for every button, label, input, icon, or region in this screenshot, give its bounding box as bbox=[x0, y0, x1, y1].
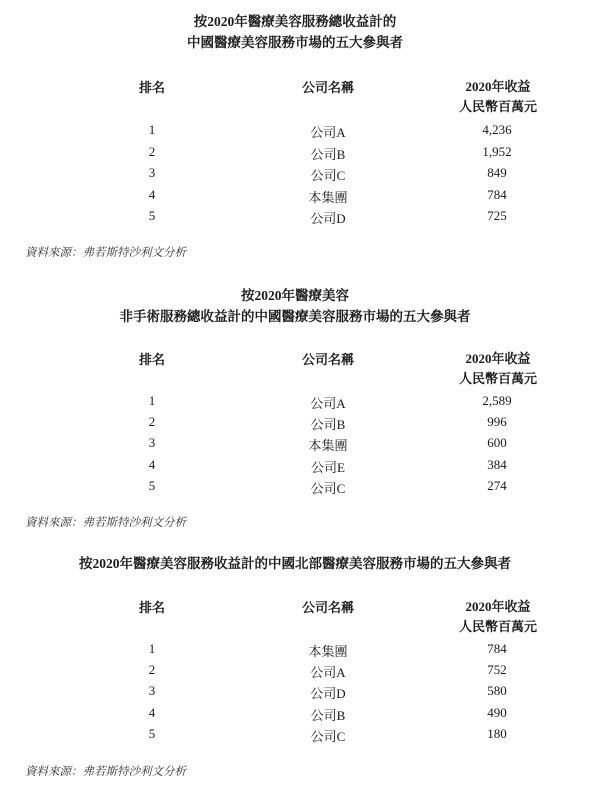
title-line: 非手術服務總收益計的中國醫療美容服務市場的五大參與者 bbox=[119, 309, 471, 324]
revenue-cell: 996 bbox=[487, 414, 507, 429]
rank-cell: 2 bbox=[148, 414, 156, 429]
header-revenue-year: 2020年收益 bbox=[465, 599, 531, 614]
source-note: 資料來源：弗若斯特沙利文分析 bbox=[25, 517, 186, 529]
revenue-cell: 4,236 bbox=[482, 122, 512, 137]
company-cell: 公司C bbox=[310, 729, 346, 744]
company-cell: 公司D bbox=[310, 686, 346, 701]
header-revenue bbox=[446, 597, 550, 637]
revenue-cell: 849 bbox=[487, 165, 507, 180]
company-cell: 本集團 bbox=[308, 190, 348, 205]
table-title bbox=[0, 285, 590, 327]
rank-cell: 4 bbox=[148, 705, 156, 720]
source-note: 資料來源：弗若斯特沙利文分析 bbox=[25, 766, 186, 778]
header-revenue-unit: 人民幣百萬元 bbox=[458, 619, 537, 634]
header-revenue bbox=[446, 77, 550, 117]
header-company: 公司名稱 bbox=[301, 600, 354, 615]
rank-cell: 2 bbox=[148, 662, 156, 677]
revenue-cell: 1,952 bbox=[482, 144, 512, 159]
rank-cell: 4 bbox=[148, 187, 156, 202]
rank-cell: 1 bbox=[148, 393, 156, 408]
revenue-cell: 180 bbox=[487, 726, 507, 741]
company-cell: 本集團 bbox=[308, 438, 348, 453]
revenue-cell: 580 bbox=[487, 683, 507, 698]
revenue-cell: 752 bbox=[487, 662, 507, 677]
header-rank: 排名 bbox=[138, 600, 165, 615]
rank-cell: 3 bbox=[148, 683, 156, 698]
revenue-cell: 784 bbox=[487, 641, 507, 656]
company-cell: 公司A bbox=[310, 125, 346, 140]
company-cell: 公司C bbox=[310, 168, 346, 183]
revenue-cell: 2,589 bbox=[482, 393, 512, 408]
header-revenue-unit: 人民幣百萬元 bbox=[458, 99, 537, 114]
revenue-cell: 274 bbox=[487, 478, 507, 493]
rank-cell: 3 bbox=[148, 435, 156, 450]
revenue-cell: 725 bbox=[487, 208, 507, 223]
rank-cell: 2 bbox=[148, 144, 156, 159]
table-title bbox=[0, 11, 590, 53]
title-line: 中國醫療美容服務市場的五大參與者 bbox=[187, 35, 403, 50]
company-cell: 公司C bbox=[310, 481, 346, 496]
header-revenue-year: 2020年收益 bbox=[465, 351, 531, 366]
header-company: 公司名稱 bbox=[301, 352, 354, 367]
company-cell: 公司A bbox=[310, 396, 346, 411]
company-cell: 公司B bbox=[310, 708, 346, 723]
company-cell: 公司E bbox=[311, 460, 345, 475]
rank-cell: 4 bbox=[148, 457, 156, 472]
header-revenue-year: 2020年收益 bbox=[465, 79, 531, 94]
revenue-cell: 384 bbox=[487, 457, 507, 472]
rank-cell: 1 bbox=[148, 122, 156, 137]
source-note: 資料來源：弗若斯特沙利文分析 bbox=[25, 247, 186, 259]
revenue-cell: 784 bbox=[487, 187, 507, 202]
title-line: 按2020年醫療美容服務總收益計的 bbox=[193, 14, 397, 29]
revenue-cell: 600 bbox=[487, 435, 507, 450]
company-cell: 公司D bbox=[310, 211, 346, 226]
rank-cell: 5 bbox=[148, 208, 156, 223]
header-rank: 排名 bbox=[138, 80, 165, 95]
rank-cell: 3 bbox=[148, 165, 156, 180]
header-company: 公司名稱 bbox=[301, 80, 354, 95]
table-title bbox=[0, 553, 590, 574]
title-line: 按2020年醫療美容服務收益計的中國北部醫療美容服務市場的五大參與者 bbox=[79, 556, 511, 571]
company-cell: 公司B bbox=[310, 417, 346, 432]
header-revenue bbox=[446, 349, 550, 389]
revenue-cell: 490 bbox=[487, 705, 507, 720]
rank-cell: 5 bbox=[148, 478, 156, 493]
company-cell: 公司A bbox=[310, 665, 346, 680]
rank-cell: 5 bbox=[148, 726, 156, 741]
company-cell: 公司B bbox=[310, 147, 346, 162]
company-cell: 本集團 bbox=[308, 644, 348, 659]
header-rank: 排名 bbox=[138, 352, 165, 367]
rank-cell: 1 bbox=[148, 641, 156, 656]
header-revenue-unit: 人民幣百萬元 bbox=[458, 371, 537, 386]
title-line: 按2020年醫療美容 bbox=[241, 288, 349, 303]
